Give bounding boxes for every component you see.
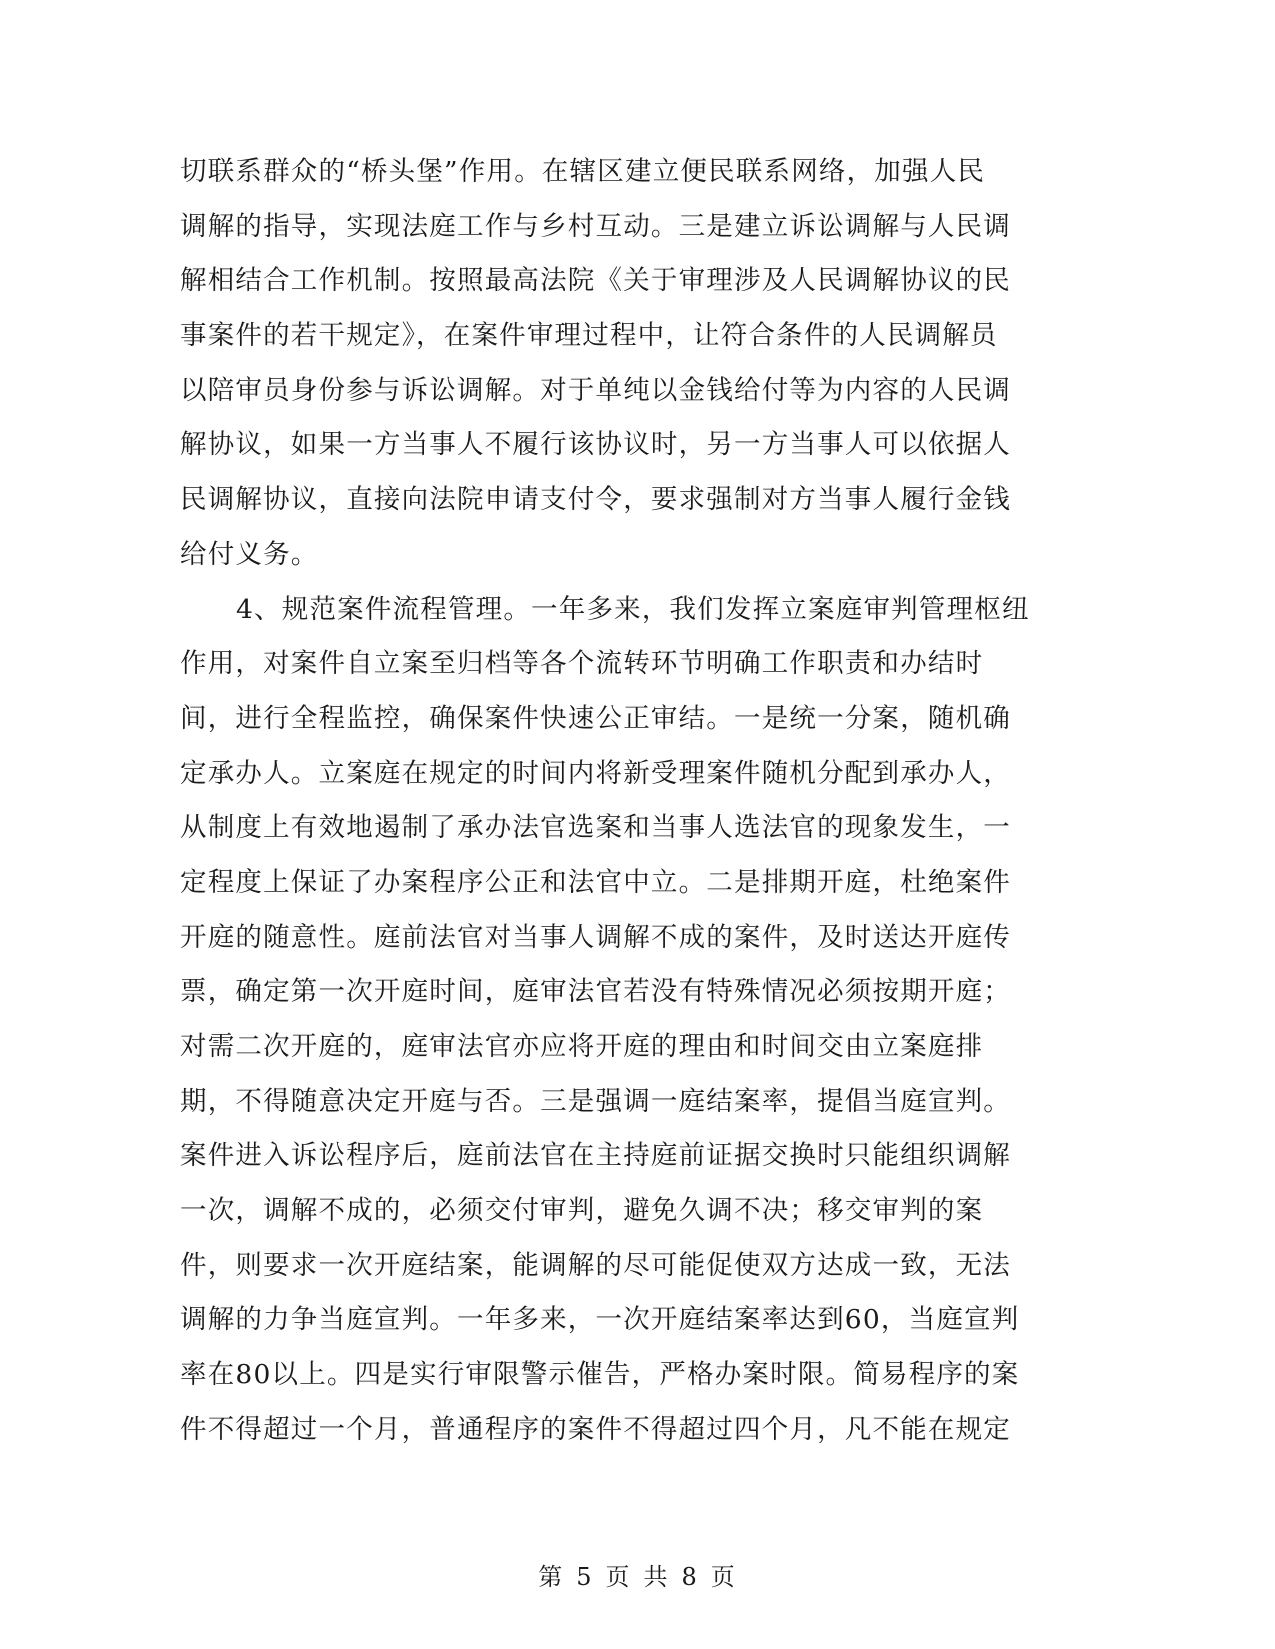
text-line: 对需二次开庭的，庭审法官亦应将开庭的理由和时间交由立案庭排	[180, 1031, 984, 1062]
text-line: 调解的力争当庭宣判。一年多来，一次开庭结案率达到60，当庭宣判	[180, 1304, 1020, 1336]
text-line: 从制度上有效地遏制了承办法官选案和当事人选法官的现象发生，一	[180, 812, 1011, 844]
page-label-prefix: 第	[538, 1563, 565, 1591]
total-page-number: 8	[681, 1563, 699, 1591]
text-line: 解相结合工作机制。按照最高法院《关于审理涉及人民调解协议的民	[180, 265, 1011, 297]
text-line: 票，确定第一次开庭时间，庭审法官若没有特殊情况必须按期开庭；	[180, 976, 1011, 1008]
text-line: 间，进行全程监控，确保案件快速公正审结。一是统一分案，随机确	[180, 702, 1011, 734]
total-label: 共	[643, 1563, 670, 1591]
text-line: 期，不得随意决定开庭与否。三是强调一庭结案率，提倡当庭宣判。	[180, 1085, 1011, 1117]
text-line: 切联系群众的“桥头堡”作用。在辖区建立便民联系网络，加强人民	[180, 156, 986, 187]
text-line: 给付义务。	[180, 538, 319, 570]
text-line: 民调解协议，直接向法院申请支付令，要求强制对方当事人履行金钱	[180, 484, 1011, 516]
page-label-mid: 页	[605, 1563, 632, 1591]
body-text	[180, 145, 1040, 1458]
text-line: 件，则要求一次开庭结案，能调解的尽可能促使双方达成一致，无法	[180, 1249, 1011, 1281]
text-line: 事案件的若干规定》，在案件审理过程中，让符合条件的人民调解员	[180, 320, 998, 352]
text-line-paragraph-start: 4、规范案件流程管理。一年多来，我们发挥立案庭审判管理枢纽	[236, 593, 1030, 625]
text-line: 定承办人。立案庭在规定的时间内将新受理案件随机分配到承办人，	[180, 757, 1011, 789]
text-line: 定程度上保证了办案程序公正和法官中立。二是排期开庭，杜绝案件	[180, 866, 1011, 898]
text-line: 件不得超过一个月，普通程序的案件不得超过四个月，凡不能在规定	[180, 1413, 1011, 1445]
text-line: 调解的指导，实现法庭工作与乡村互动。三是建立诉讼调解与人民调	[180, 210, 1011, 242]
text-line: 一次，调解不成的，必须交付审判，避免久调不决；移交审判的案	[180, 1195, 984, 1227]
text-line: 开庭的随意性。庭前法官对当事人调解不成的案件，及时送达开庭传	[180, 921, 1011, 953]
text-line: 案件进入诉讼程序后，庭前法官在主持庭前证据交换时只能组织调解	[180, 1140, 1011, 1172]
text-line: 以陪审员身份参与诉讼调解。对于单纯以金钱给付等为内容的人民调	[180, 374, 1011, 406]
current-page-number: 5	[576, 1563, 594, 1591]
text-line: 解协议，如果一方当事人不履行该协议时，另一方当事人可以依据人	[180, 429, 1011, 461]
page-label-suffix: 页	[710, 1563, 737, 1591]
text-line: 率在80以上。四是实行审限警示催告，严格办案时限。简易程序的案	[180, 1359, 1020, 1391]
text-line: 作用，对案件自立案至归档等各个流转环节明确工作职责和办结时	[180, 648, 984, 680]
page-footer	[0, 1562, 1275, 1592]
